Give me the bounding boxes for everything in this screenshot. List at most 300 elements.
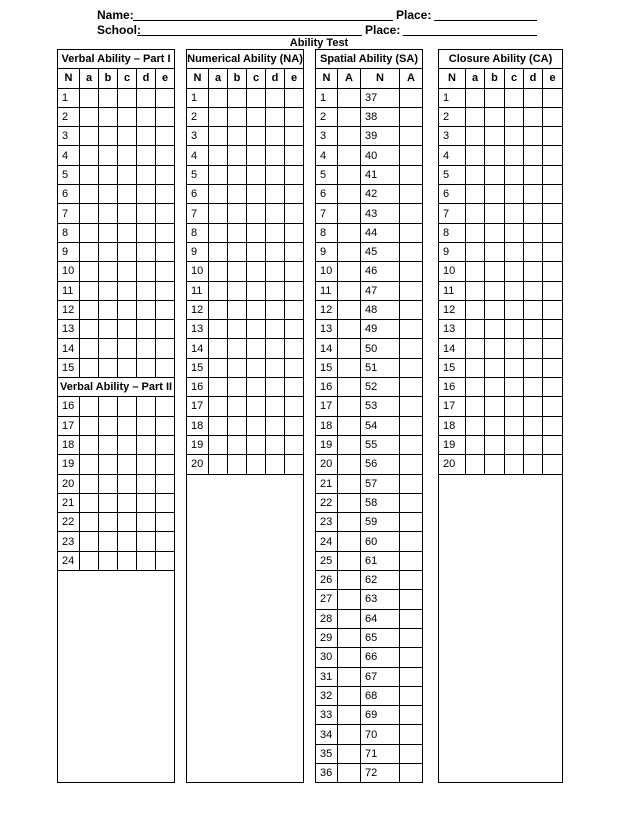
answer-cell[interactable] [400,378,423,397]
answer-cell[interactable] [118,435,137,454]
answer-cell[interactable] [338,532,361,551]
answer-cell[interactable] [285,185,304,204]
answer-cell[interactable] [543,435,563,454]
answer-cell[interactable] [524,300,543,319]
answer-cell[interactable] [338,493,361,512]
answer-cell[interactable] [400,185,423,204]
answer-cell[interactable] [543,397,563,416]
answer-cell[interactable] [266,165,285,184]
answer-cell[interactable] [156,165,175,184]
answer-cell[interactable] [80,88,99,107]
answer-cell[interactable] [80,474,99,493]
answer-cell[interactable] [285,435,304,454]
answer-cell[interactable] [524,242,543,261]
answer-cell[interactable] [400,628,423,647]
answer-cell[interactable] [99,165,118,184]
answer-cell[interactable] [228,107,247,126]
answer-cell[interactable] [338,88,361,107]
answer-cell[interactable] [524,416,543,435]
answer-cell[interactable] [118,358,137,377]
answer-cell[interactable] [338,474,361,493]
answer-cell[interactable] [485,281,505,300]
answer-cell[interactable] [400,339,423,358]
answer-cell[interactable] [80,416,99,435]
answer-cell[interactable] [466,320,485,339]
answer-cell[interactable] [137,493,156,512]
answer-cell[interactable] [285,416,304,435]
answer-cell[interactable] [338,185,361,204]
answer-cell[interactable] [505,242,524,261]
answer-cell[interactable] [228,320,247,339]
answer-cell[interactable] [156,88,175,107]
answer-cell[interactable] [247,281,266,300]
answer-cell[interactable] [209,204,228,223]
answer-cell[interactable] [266,281,285,300]
answer-cell[interactable] [247,358,266,377]
answer-cell[interactable] [118,242,137,261]
answer-cell[interactable] [505,397,524,416]
answer-cell[interactable] [266,300,285,319]
answer-cell[interactable] [485,300,505,319]
answer-cell[interactable] [137,397,156,416]
answer-cell[interactable] [400,725,423,744]
answer-cell[interactable] [400,474,423,493]
answer-cell[interactable] [209,107,228,126]
answer-cell[interactable] [80,262,99,281]
answer-cell[interactable] [156,532,175,551]
answer-cell[interactable] [99,435,118,454]
answer-cell[interactable] [118,300,137,319]
answer-cell[interactable] [485,127,505,146]
answer-cell[interactable] [266,223,285,242]
answer-cell[interactable] [99,513,118,532]
answer-cell[interactable] [99,397,118,416]
answer-cell[interactable] [99,107,118,126]
answer-cell[interactable] [285,146,304,165]
answer-cell[interactable] [505,88,524,107]
answer-cell[interactable] [400,763,423,782]
answer-cell[interactable] [99,185,118,204]
answer-cell[interactable] [400,551,423,570]
answer-cell[interactable] [137,262,156,281]
answer-cell[interactable] [118,204,137,223]
answer-cell[interactable] [466,88,485,107]
answer-cell[interactable] [338,242,361,261]
answer-cell[interactable] [266,262,285,281]
answer-cell[interactable] [505,378,524,397]
answer-cell[interactable] [228,146,247,165]
answer-cell[interactable] [118,551,137,570]
answer-cell[interactable] [338,165,361,184]
answer-cell[interactable] [485,339,505,358]
answer-cell[interactable] [156,262,175,281]
answer-cell[interactable] [400,648,423,667]
answer-cell[interactable] [137,204,156,223]
answer-cell[interactable] [137,358,156,377]
answer-cell[interactable] [247,223,266,242]
answer-cell[interactable] [543,88,563,107]
answer-cell[interactable] [400,242,423,261]
answer-cell[interactable] [137,127,156,146]
answer-cell[interactable] [137,281,156,300]
answer-cell[interactable] [80,300,99,319]
answer-cell[interactable] [524,339,543,358]
answer-cell[interactable] [466,378,485,397]
answer-cell[interactable] [285,223,304,242]
answer-cell[interactable] [118,127,137,146]
answer-cell[interactable] [247,185,266,204]
answer-cell[interactable] [466,107,485,126]
answer-cell[interactable] [209,320,228,339]
answer-cell[interactable] [285,204,304,223]
answer-cell[interactable] [209,416,228,435]
answer-cell[interactable] [137,320,156,339]
answer-cell[interactable] [209,165,228,184]
answer-cell[interactable] [137,339,156,358]
answer-cell[interactable] [338,300,361,319]
answer-cell[interactable] [99,455,118,474]
answer-cell[interactable] [137,513,156,532]
answer-cell[interactable] [400,686,423,705]
answer-cell[interactable] [80,493,99,512]
answer-cell[interactable] [137,300,156,319]
answer-cell[interactable] [137,88,156,107]
answer-cell[interactable] [485,416,505,435]
answer-cell[interactable] [338,763,361,782]
answer-cell[interactable] [266,146,285,165]
answer-cell[interactable] [338,725,361,744]
answer-cell[interactable] [485,455,505,474]
answer-cell[interactable] [209,358,228,377]
answer-cell[interactable] [466,339,485,358]
answer-cell[interactable] [505,185,524,204]
answer-cell[interactable] [505,127,524,146]
answer-cell[interactable] [338,455,361,474]
answer-cell[interactable] [137,435,156,454]
answer-cell[interactable] [266,242,285,261]
answer-cell[interactable] [466,223,485,242]
answer-cell[interactable] [156,397,175,416]
answer-cell[interactable] [400,88,423,107]
answer-cell[interactable] [524,358,543,377]
answer-cell[interactable] [137,455,156,474]
answer-cell[interactable] [99,358,118,377]
answer-cell[interactable] [505,165,524,184]
answer-cell[interactable] [266,397,285,416]
answer-cell[interactable] [338,648,361,667]
answer-cell[interactable] [99,339,118,358]
answer-cell[interactable] [247,204,266,223]
answer-cell[interactable] [543,185,563,204]
answer-cell[interactable] [338,127,361,146]
answer-cell[interactable] [156,455,175,474]
answer-cell[interactable] [247,300,266,319]
answer-cell[interactable] [209,397,228,416]
answer-cell[interactable] [247,146,266,165]
answer-cell[interactable] [524,397,543,416]
answer-cell[interactable] [156,107,175,126]
answer-cell[interactable] [285,378,304,397]
answer-cell[interactable] [505,416,524,435]
answer-cell[interactable] [543,127,563,146]
answer-cell[interactable] [228,378,247,397]
answer-cell[interactable] [247,435,266,454]
answer-cell[interactable] [524,146,543,165]
answer-cell[interactable] [99,281,118,300]
answer-cell[interactable] [209,127,228,146]
answer-cell[interactable] [118,474,137,493]
answer-cell[interactable] [80,204,99,223]
answer-cell[interactable] [80,513,99,532]
answer-cell[interactable] [209,185,228,204]
answer-cell[interactable] [99,474,118,493]
answer-cell[interactable] [209,88,228,107]
school-field[interactable] [137,35,362,36]
answer-cell[interactable] [137,165,156,184]
answer-cell[interactable] [524,435,543,454]
answer-cell[interactable] [524,378,543,397]
answer-cell[interactable] [505,358,524,377]
answer-cell[interactable] [266,107,285,126]
answer-cell[interactable] [247,242,266,261]
answer-cell[interactable] [338,513,361,532]
answer-cell[interactable] [338,628,361,647]
answer-cell[interactable] [156,223,175,242]
place-field-2[interactable] [403,35,537,36]
answer-cell[interactable] [505,107,524,126]
answer-cell[interactable] [338,686,361,705]
answer-cell[interactable] [285,320,304,339]
answer-cell[interactable] [466,300,485,319]
answer-cell[interactable] [505,455,524,474]
answer-cell[interactable] [543,107,563,126]
answer-cell[interactable] [485,204,505,223]
answer-cell[interactable] [99,416,118,435]
answer-cell[interactable] [247,397,266,416]
answer-cell[interactable] [228,165,247,184]
answer-cell[interactable] [338,435,361,454]
answer-cell[interactable] [338,358,361,377]
answer-cell[interactable] [156,339,175,358]
answer-cell[interactable] [209,455,228,474]
answer-cell[interactable] [338,281,361,300]
answer-cell[interactable] [99,204,118,223]
answer-cell[interactable] [247,455,266,474]
answer-cell[interactable] [400,146,423,165]
answer-cell[interactable] [118,281,137,300]
answer-cell[interactable] [156,281,175,300]
place-field[interactable] [434,20,537,21]
answer-cell[interactable] [338,609,361,628]
answer-cell[interactable] [338,107,361,126]
answer-cell[interactable] [80,165,99,184]
answer-cell[interactable] [285,88,304,107]
answer-cell[interactable] [338,262,361,281]
answer-cell[interactable] [209,435,228,454]
answer-cell[interactable] [285,397,304,416]
answer-cell[interactable] [228,339,247,358]
answer-cell[interactable] [137,185,156,204]
answer-cell[interactable] [543,416,563,435]
answer-cell[interactable] [247,262,266,281]
answer-cell[interactable] [338,320,361,339]
answer-cell[interactable] [228,262,247,281]
answer-cell[interactable] [118,397,137,416]
answer-cell[interactable] [524,185,543,204]
answer-cell[interactable] [118,339,137,358]
answer-cell[interactable] [266,435,285,454]
answer-cell[interactable] [209,242,228,261]
answer-cell[interactable] [228,223,247,242]
answer-cell[interactable] [400,127,423,146]
answer-cell[interactable] [80,532,99,551]
answer-cell[interactable] [156,474,175,493]
answer-cell[interactable] [80,281,99,300]
answer-cell[interactable] [156,185,175,204]
answer-cell[interactable] [400,513,423,532]
answer-cell[interactable] [400,281,423,300]
answer-cell[interactable] [266,378,285,397]
answer-cell[interactable] [99,493,118,512]
answer-cell[interactable] [466,146,485,165]
answer-cell[interactable] [80,127,99,146]
answer-cell[interactable] [543,358,563,377]
answer-cell[interactable] [99,242,118,261]
answer-cell[interactable] [524,455,543,474]
answer-cell[interactable] [543,223,563,242]
answer-cell[interactable] [338,146,361,165]
answer-cell[interactable] [247,107,266,126]
answer-cell[interactable] [466,262,485,281]
answer-cell[interactable] [118,223,137,242]
answer-cell[interactable] [266,185,285,204]
answer-cell[interactable] [285,358,304,377]
answer-cell[interactable] [285,165,304,184]
answer-cell[interactable] [228,185,247,204]
answer-cell[interactable] [338,204,361,223]
name-field[interactable] [133,20,393,21]
answer-cell[interactable] [400,493,423,512]
answer-cell[interactable] [524,262,543,281]
answer-cell[interactable] [400,320,423,339]
answer-cell[interactable] [118,416,137,435]
answer-cell[interactable] [338,223,361,242]
answer-cell[interactable] [247,320,266,339]
answer-cell[interactable] [466,455,485,474]
answer-cell[interactable] [99,223,118,242]
answer-cell[interactable] [99,532,118,551]
answer-cell[interactable] [400,455,423,474]
answer-cell[interactable] [485,88,505,107]
answer-cell[interactable] [137,146,156,165]
answer-cell[interactable] [543,204,563,223]
answer-cell[interactable] [285,242,304,261]
answer-cell[interactable] [228,204,247,223]
answer-cell[interactable] [118,146,137,165]
answer-cell[interactable] [156,416,175,435]
answer-cell[interactable] [137,474,156,493]
answer-cell[interactable] [247,127,266,146]
answer-cell[interactable] [485,242,505,261]
answer-cell[interactable] [466,397,485,416]
answer-cell[interactable] [156,204,175,223]
answer-cell[interactable] [156,146,175,165]
answer-cell[interactable] [118,165,137,184]
answer-cell[interactable] [99,320,118,339]
answer-cell[interactable] [156,493,175,512]
answer-cell[interactable] [524,88,543,107]
answer-cell[interactable] [156,320,175,339]
answer-cell[interactable] [209,262,228,281]
answer-cell[interactable] [228,435,247,454]
answer-cell[interactable] [247,416,266,435]
answer-cell[interactable] [485,435,505,454]
answer-cell[interactable] [80,320,99,339]
answer-cell[interactable] [524,223,543,242]
answer-cell[interactable] [80,435,99,454]
answer-cell[interactable] [118,532,137,551]
answer-cell[interactable] [247,378,266,397]
answer-cell[interactable] [543,378,563,397]
answer-cell[interactable] [485,378,505,397]
answer-cell[interactable] [80,146,99,165]
answer-cell[interactable] [137,107,156,126]
answer-cell[interactable] [466,281,485,300]
answer-cell[interactable] [156,300,175,319]
answer-cell[interactable] [80,107,99,126]
answer-cell[interactable] [400,571,423,590]
answer-cell[interactable] [228,281,247,300]
answer-cell[interactable] [228,397,247,416]
answer-cell[interactable] [505,320,524,339]
answer-cell[interactable] [543,455,563,474]
answer-cell[interactable] [400,223,423,242]
answer-cell[interactable] [137,416,156,435]
answer-cell[interactable] [228,358,247,377]
answer-cell[interactable] [228,455,247,474]
answer-cell[interactable] [524,165,543,184]
answer-cell[interactable] [285,127,304,146]
answer-cell[interactable] [266,320,285,339]
answer-cell[interactable] [543,262,563,281]
answer-cell[interactable] [209,300,228,319]
answer-cell[interactable] [338,397,361,416]
answer-cell[interactable] [466,435,485,454]
answer-cell[interactable] [543,300,563,319]
answer-cell[interactable] [228,88,247,107]
answer-cell[interactable] [209,146,228,165]
answer-cell[interactable] [338,416,361,435]
answer-cell[interactable] [80,223,99,242]
answer-cell[interactable] [466,185,485,204]
answer-cell[interactable] [156,435,175,454]
answer-cell[interactable] [285,455,304,474]
answer-cell[interactable] [99,127,118,146]
answer-cell[interactable] [118,262,137,281]
answer-cell[interactable] [524,281,543,300]
answer-cell[interactable] [400,609,423,628]
answer-cell[interactable] [156,242,175,261]
answer-cell[interactable] [400,262,423,281]
answer-cell[interactable] [485,223,505,242]
answer-cell[interactable] [99,146,118,165]
answer-cell[interactable] [80,339,99,358]
answer-cell[interactable] [400,204,423,223]
answer-cell[interactable] [338,339,361,358]
answer-cell[interactable] [80,397,99,416]
answer-cell[interactable] [228,300,247,319]
answer-cell[interactable] [80,242,99,261]
